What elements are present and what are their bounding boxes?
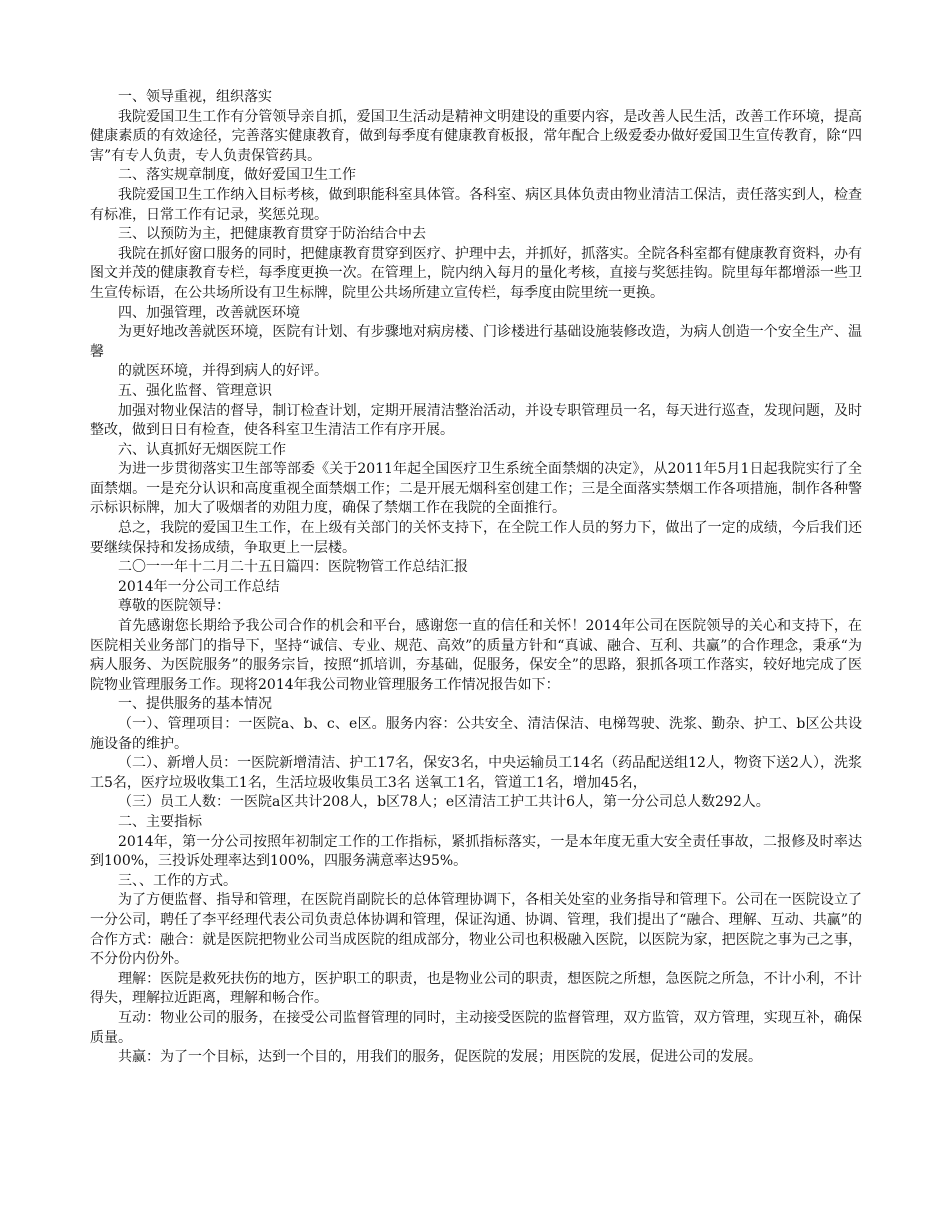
date-line: 二〇一一年十二月二十五日篇四：医院物管工作总结汇报	[118, 559, 468, 576]
paragraph: 首先感谢您长期给予我公司合作的机会和平台，感谢您一直的信任和关怀！2014年公司在医院领导的关心和支持下，在医院相关业务部门的指导下，坚持“诚信、专业、规范、高效”的质量方针和“真诚、融合、互利、共赢”的合作理念，秉承“为病人服务、为医院服务”的服务宗旨，按照“抓培训，夯基础，促服务，保安全”的思路，狠抓各项工作落实，较好地完成了医院物业管理服务工作。现将2014年我公司物业管理服务工作情况报告如下：	[90, 618, 862, 693]
report-title: 2014年一分公司工作总结	[118, 578, 280, 595]
paragraph: 为进一步贯彻落实卫生部等部委《关于2011年起全国医疗卫生系统全面禁烟的决定》，从2011年5月1日起我院实行了全面禁烟。一是充分认识和高度重视全面禁烟工作；二是开展无烟科室创建工作；三是全面落实禁烟工作各项措施，制作各种警示标识标牌，加大了吸烟者的劝阻力度，确保了禁烟工作在我院的全面推行。	[90, 461, 862, 517]
paragraph: 为更好地改善就医环境，医院有计划、有步骤地对病房楼、门诊楼进行基础设施装修改造，为病人创造一个安全生产、温馨	[90, 324, 862, 360]
paragraph: 为了方便监督、指导和管理，在医院肖副院长的总体管理协调下，各相关处室的业务指导和管理下。公司在一医院设立了一分公司，聘任了李平经理代表公司负责总体协调和管理，保证沟通、协调、管理，我们提出了“融合、理解、互动、共赢”的合作方式：融合：就是医院把物业公司当成医院的组成部分，物业公司也积极融入医院，以医院为家，把医院之事为己之事，不分份内份外。	[90, 892, 862, 968]
section-heading: 二、主要指标	[118, 813, 202, 830]
paragraph: （二）、新增人员：一医院新增清洁、护工17名，保安3名，中央运输员工14名（药品配送组12人，物资下送2人），洗浆工5名，医疗垃圾收集工1名，生活垃圾收集员工3名 送氧工1名，管道工1名，增加45名，	[90, 755, 862, 791]
paragraph: 共赢：为了一个目标，达到一个目的，用我们的服务，促医院的发展；用医院的发展，促进公司的发展。	[118, 1049, 762, 1066]
paragraph: 互动：物业公司的服务，在接受公司监督管理的同时，主动接受医院的监督管理，双方监管，双方管理，实现互补，确保质量。	[90, 1009, 862, 1046]
paragraph: 的就医环境，并得到病人的好评。	[118, 363, 328, 380]
paragraph: 2014年，第一分公司按照年初制定工作的工作指标，紧抓指标落实，一是本年度无重大安全责任事故，二报修及时率达到100%，三投诉处理率达到100%，四服务满意率达95%。	[90, 833, 862, 870]
salutation: 尊敬的医院领导：	[118, 598, 230, 615]
paragraph: 理解：医院是救死扶伤的地方，医护职工的职责，也是物业公司的职责，想医院之所想，急医院之所急，不计小利，不计得失，理解拉近距离，理解和畅合作。	[90, 970, 862, 1007]
heading-6: 六、认真抓好无烟医院工作	[118, 441, 286, 458]
section-heading: 三、、工作的方式。	[118, 872, 237, 889]
paragraph: 我院爱国卫生工作纳入目标考核，做到职能科室具体管。各科室、病区具体负责由物业清洁工保洁，责任落实到人，检查有标准，日常工作有记录，奖惩兑现。	[90, 186, 862, 223]
paragraph: 我院在抓好窗口服务的同时，把健康教育贯穿到医疗、护理中去，并抓好，抓落实。全院各科室都有健康教育资料，办有图文并茂的健康教育专栏，每季度更换一次。在管理上，院内纳入每月的量化考核，直接与奖惩挂钩。院里每年都增添一些卫生宣传标语，在公共场所设有卫生标牌，院里公共场所建立宣传栏，每季度由院里统一更换。	[90, 245, 862, 301]
heading-1: 一、领导重视，组织落实	[118, 89, 272, 105]
paragraph: 总之，我院的爱国卫生工作，在上级有关部门的关怀支持下，在全院工作人员的努力下，做出了一定的成绩，今后我们还要继续保持和发扬成绩，争取更上一层楼。	[90, 520, 862, 556]
heading-3: 三、以预防为主，把健康教育贯穿于防治结合中去	[118, 226, 426, 243]
paragraph: （三）员工人数：一医院a区共计208人，b区78人；e区清洁工护工共计6人，第一分公司总人数292人。	[118, 794, 770, 811]
heading-5: 五、强化监督、管理意识	[118, 382, 272, 399]
paragraph: 我院爱国卫生工作有分管领导亲自抓，爱国卫生活动是精神文明建设的重要内容，是改善人民生活，改善工作环境，提高健康素质的有效途径，完善落实健康教育，做到每季度有健康教育板报，常年配合上级爱委办做好爱国卫生宣传教育，除“四害”有专人负责，专人负责保管药具。	[90, 108, 862, 164]
paragraph: （一）、管理项目：一医院a、b、c、e区。服务内容：公共安全、清洁保洁、电梯驾驶、洗浆、勤杂、护工、b区公共设施设备的维护。	[90, 716, 862, 752]
document-body	[90, 88, 862, 1068]
heading-2: 二、落实规章制度，做好爱国卫生工作	[118, 167, 356, 184]
heading-4: 四、加强管理，改善就医环境	[118, 304, 300, 321]
paragraph: 加强对物业保洁的督导，制订检查计划，定期开展清洁整治活动，并设专职管理员一名，每天进行巡查，发现问题，及时整改，做到日日有检查，使各科室卫生清洁工作有序开展。	[90, 402, 862, 439]
section-heading: 一、提供服务的基本情况	[118, 696, 272, 713]
